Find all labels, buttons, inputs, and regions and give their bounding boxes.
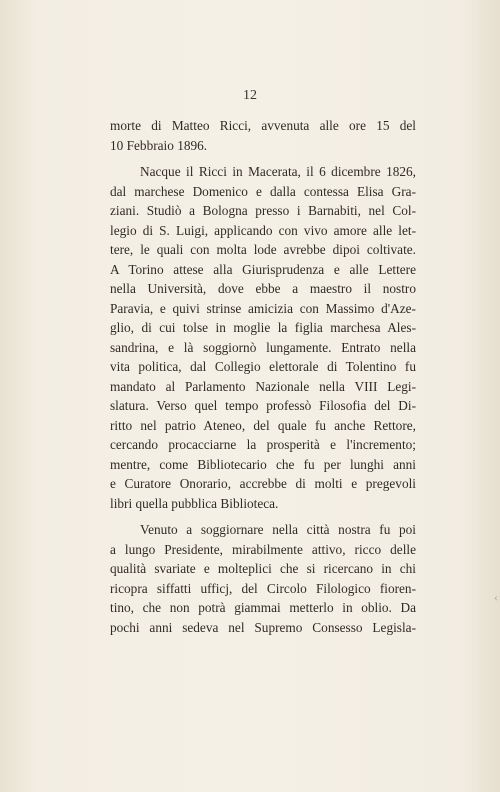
text-line: pochi anni sedeva nel Supremo Consesso Legisla- (110, 619, 416, 635)
page-edge-mark: ‹ (494, 590, 498, 604)
page-number: 12 (243, 88, 257, 103)
text-line: dal marchese Domenico e dalla contessa Elisa Gra- (110, 183, 416, 199)
text-line: tino, che non potrà giammai metterlo in oblio. Da (110, 600, 416, 615)
text-line: nella Università, dove ebbe a maestro il nostro (110, 281, 416, 296)
text-line: Venuto a soggiornare nella città nostra fu poi (140, 522, 416, 537)
text-line: tere, le quali con molta lode avrebbe dipoi coltivate. (110, 242, 416, 257)
text-line: A Torino attese alla Giurisprudenza e alle Lettere (110, 261, 416, 277)
text-line: Paravia, e quivi strinse amicizia con Massimo d'Aze- (110, 300, 416, 316)
paragraph (110, 520, 416, 637)
text-line: glio, di cui tolse in moglie la figlia marchesa Ales- (110, 320, 416, 335)
paragraph (110, 116, 416, 155)
text-line: ricopra siffatti ufficj, del Circolo Filologico fioren- (110, 580, 416, 596)
body-text (110, 116, 416, 637)
text-line: mentre, come Bibliotecario che fu per lunghi anni (110, 456, 416, 472)
text-line: e Curatore Onorario, accrebbe di molti e pregevoli (110, 476, 416, 491)
text-line: a lungo Presidente, mirabilmente attivo, ricco delle (110, 541, 416, 557)
text-line: mandato al Parlamento Nazionale nella VIII Legi- (110, 378, 416, 394)
paragraph (110, 162, 416, 513)
text-line: Nacque il Ricci in Macerata, il 6 dicembre 1826, (140, 164, 416, 179)
text-line: cercando procacciarne la prosperità e l'incremento; (110, 437, 416, 452)
text-line: slatura. Verso quel tempo professò Filosofia del Di- (110, 398, 416, 413)
text-line: vita politica, dal Collegio elettorale di Tolentino fu (110, 359, 416, 374)
text-line: morte di Matteo Ricci, avvenuta alle ore 15 del (110, 118, 416, 133)
text-line: 10 Febbraio 1896. (110, 137, 208, 153)
text-line: legio di S. Luigi, applicando con vivo amore alle let- (110, 222, 416, 238)
text-line: sandrina, e là soggiornò lungamente. Entrato nella (110, 339, 416, 355)
text-line: ritto nel patrio Ateneo, del quale fu anche Rettore, (110, 417, 416, 433)
text-line: ziani. Studiò a Bologna presso i Barnabiti, nel Col- (110, 203, 416, 218)
text-line: libri quella pubblica Biblioteca. (110, 495, 279, 511)
text-line: qualità svariate e molteplici che si ricercano in chi (110, 561, 416, 576)
